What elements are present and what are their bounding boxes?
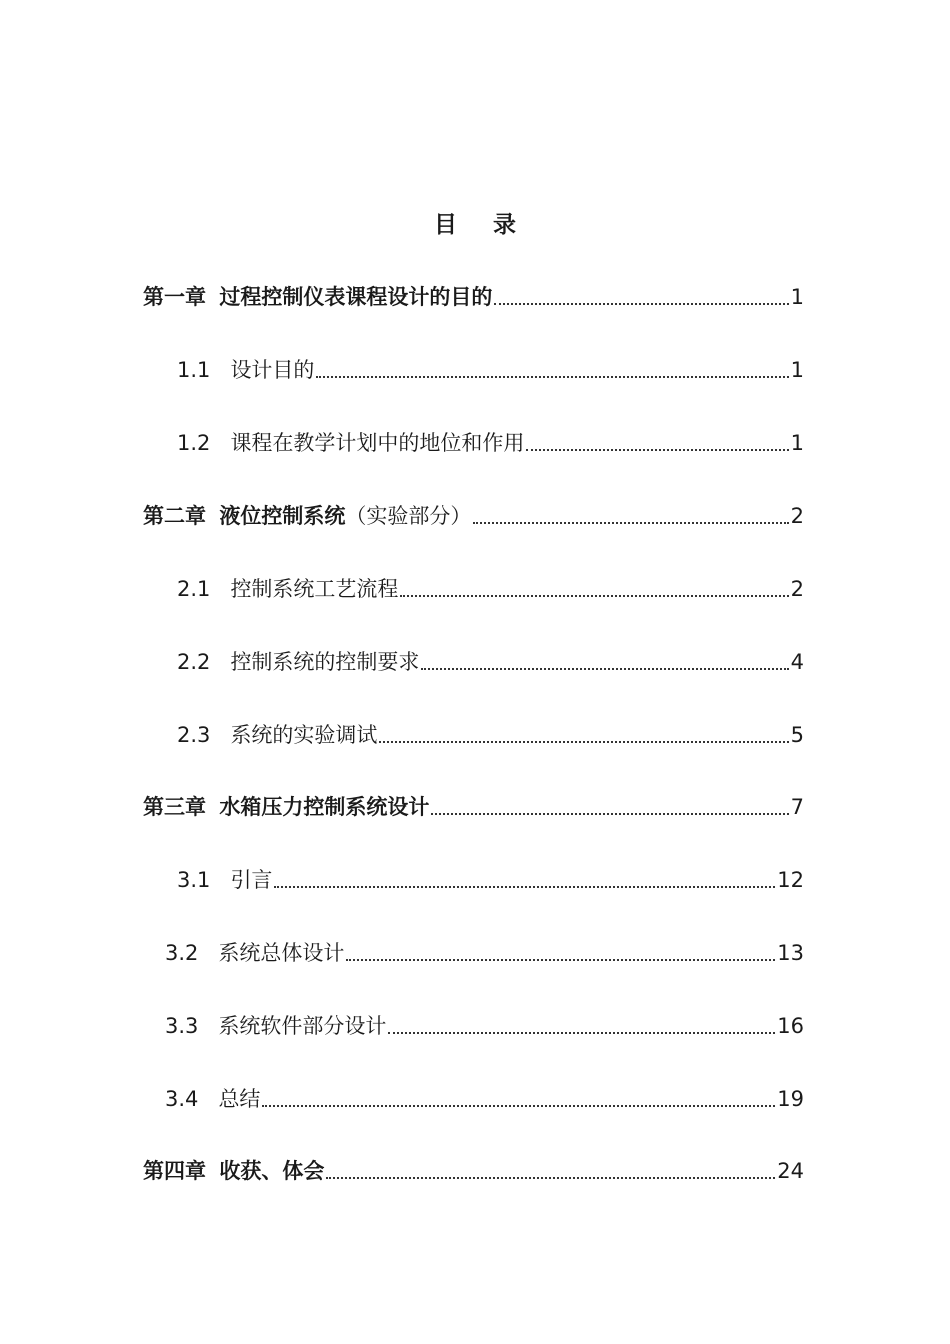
dot-leader — [326, 1177, 775, 1179]
toc-entry[interactable] — [143, 1156, 804, 1186]
toc-entry-page-number: 16 — [777, 1014, 804, 1038]
toc-entry-number: 3.1 — [177, 868, 211, 892]
toc-entry-label: 总结 — [218, 1087, 261, 1111]
toc-entry-page-number: 2 — [790, 577, 804, 601]
toc-entry[interactable] — [177, 647, 804, 677]
toc-entry[interactable] — [177, 428, 804, 458]
toc-entry[interactable] — [177, 355, 804, 385]
toc-entry-label: 系统总体设计 — [218, 941, 345, 965]
toc-entry-label: 课程在教学计划中的地位和作用 — [230, 431, 525, 455]
toc-entry[interactable] — [165, 938, 804, 968]
toc-entry-suffix: （实验部分） — [345, 504, 472, 528]
toc-entry-number: 3.3 — [165, 1014, 199, 1038]
toc-entry-label: 系统软件部分设计 — [218, 1014, 387, 1038]
toc-entry-label: 收获、体会 — [219, 1159, 325, 1183]
toc-entry-label: 控制系统的控制要求 — [230, 650, 420, 674]
toc-entry-number: 1.1 — [177, 358, 211, 382]
toc-entry-number: 第三章 — [143, 795, 206, 819]
toc-entry-number: 3.2 — [165, 941, 199, 965]
dot-leader — [262, 1105, 775, 1107]
dot-leader — [400, 595, 788, 597]
dot-leader — [388, 1032, 775, 1034]
toc-entry-page-number: 13 — [777, 941, 804, 965]
dot-leader — [274, 886, 775, 888]
dot-leader — [316, 376, 788, 378]
toc-entry-page-number: 1 — [790, 358, 804, 382]
toc-entry[interactable] — [165, 1011, 804, 1041]
toc-entry-page-number: 2 — [790, 504, 804, 528]
toc-entry-number: 2.1 — [177, 577, 211, 601]
toc-entry-page-number: 12 — [777, 868, 804, 892]
toc-entry-page-number: 4 — [790, 650, 804, 674]
toc-entry-label: 系统的实验调试 — [230, 723, 378, 747]
toc-entry-label: 液位控制系统 — [219, 504, 346, 528]
toc-entry-number: 1.2 — [177, 431, 211, 455]
toc-entry-page-number: 1 — [790, 431, 804, 455]
dot-leader — [473, 522, 788, 524]
toc-entry[interactable] — [165, 1084, 804, 1114]
toc-entry-number: 第二章 — [143, 504, 206, 528]
toc-entry-number: 第四章 — [143, 1159, 206, 1183]
toc-entry[interactable] — [143, 282, 804, 312]
toc-entry-label: 过程控制仪表课程设计的目的 — [219, 285, 493, 309]
toc-entry-label: 控制系统工艺流程 — [230, 577, 399, 601]
dot-leader — [431, 813, 788, 815]
toc-entry[interactable] — [177, 574, 804, 604]
toc-entry-label: 设计目的 — [230, 358, 315, 382]
toc-entry-number: 2.3 — [177, 723, 211, 747]
dot-leader — [526, 449, 788, 451]
toc-entry-number: 2.2 — [177, 650, 211, 674]
toc-entry-number: 第一章 — [143, 285, 206, 309]
toc-entry[interactable] — [177, 865, 804, 895]
toc-entry-page-number: 19 — [777, 1087, 804, 1111]
toc-entry-label: 水箱压力控制系统设计 — [219, 795, 430, 819]
dot-leader — [379, 741, 788, 743]
toc-title: 目录 — [434, 212, 552, 238]
toc-entry[interactable] — [143, 501, 804, 531]
toc-entry[interactable] — [177, 720, 804, 750]
toc-entry-page-number: 1 — [790, 285, 804, 309]
toc-entry-label: 引言 — [230, 868, 273, 892]
toc-entry-page-number: 5 — [790, 723, 804, 747]
dot-leader — [494, 303, 788, 305]
toc-entry[interactable] — [143, 792, 804, 822]
dot-leader — [421, 668, 788, 670]
toc-entry-page-number: 24 — [777, 1159, 804, 1183]
toc-entry-number: 3.4 — [165, 1087, 199, 1111]
dot-leader — [346, 959, 775, 961]
toc-entry-page-number: 7 — [790, 795, 804, 819]
